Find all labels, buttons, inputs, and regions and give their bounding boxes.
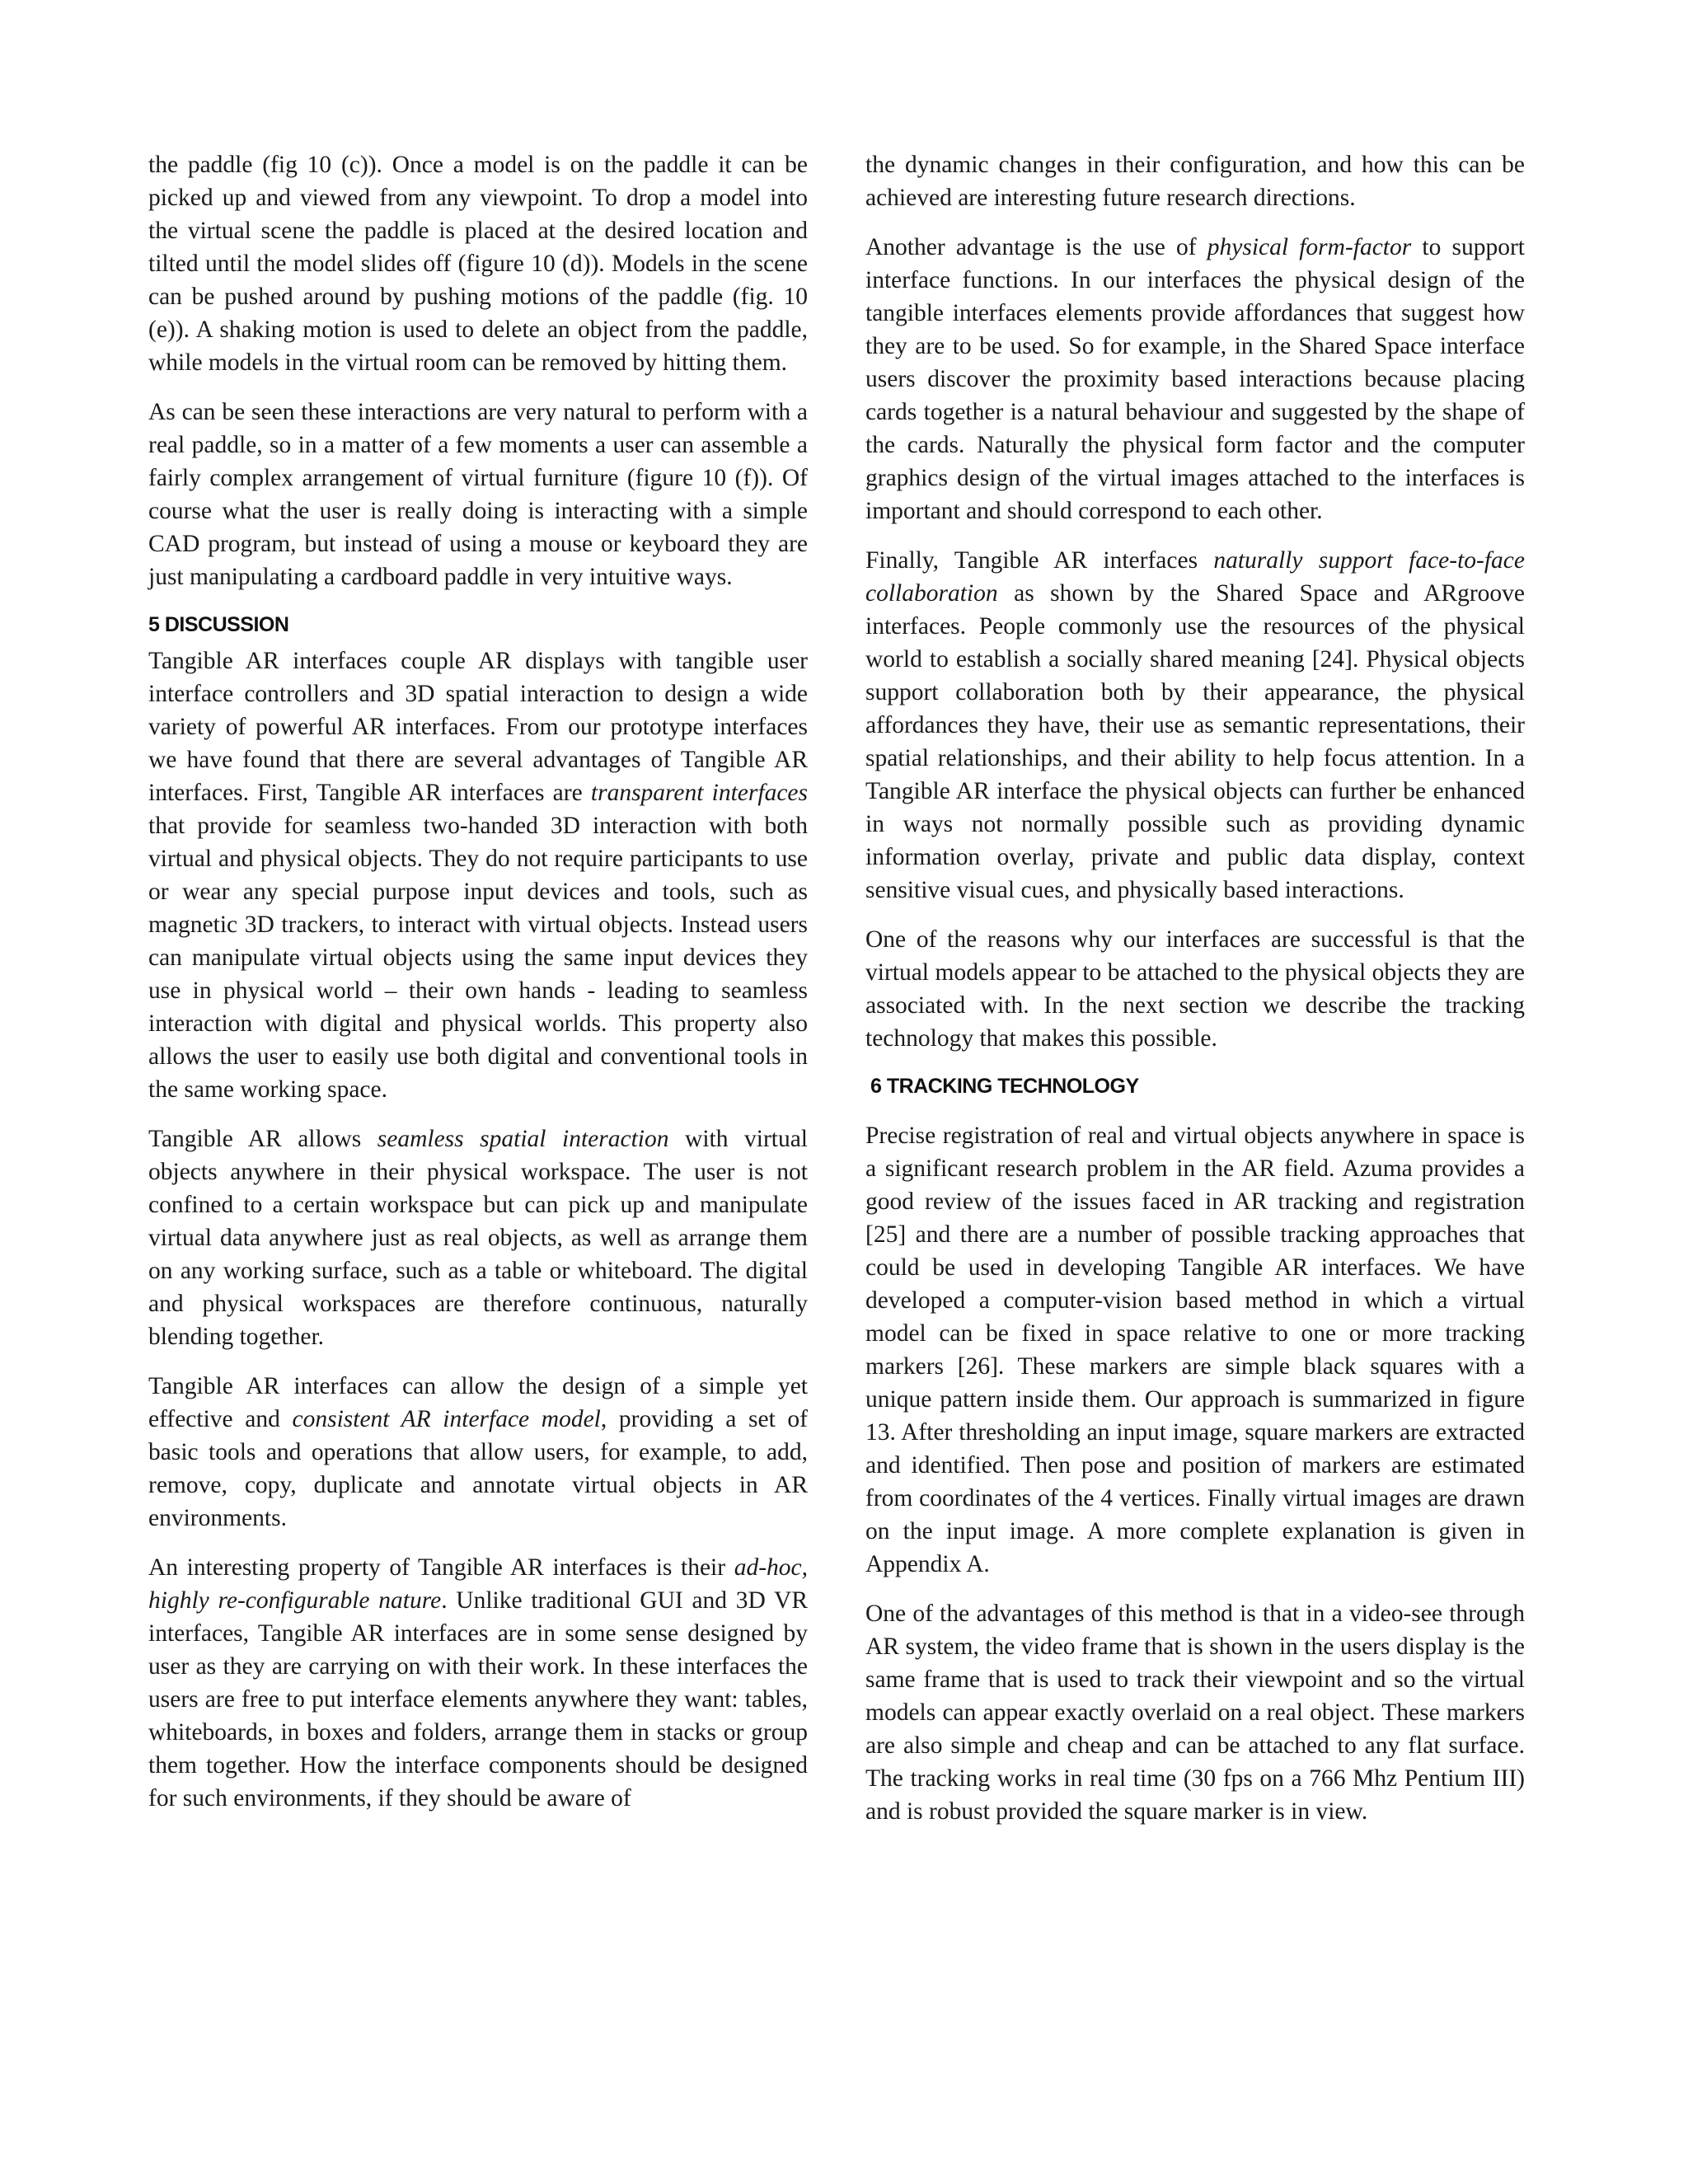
emphasis: transparent interfaces (590, 780, 808, 806)
paragraph: Tangible AR interfaces couple AR displays with tangible user interface controllers and 3D spatial interaction to design a wide variety of powerful AR interfaces. From our prototype interfaces we have found that there are several advantages of Tangible AR interfaces. First, Tangible AR interfaces are transparent interfaces that provide for seamless two-handed 3D interaction with both virtual and physical objects. They do not require participants to use or wear any special purpose input devices and tools, such as magnetic 3D trackers, to interact with virtual objects. Instead users can manipulate virtual objects using the same input devices they use in physical world – their own hands - leading to seamless interaction with digital and physical worlds. This property also allows the user to easily use both digital and conventional tools in the same working space. (148, 648, 808, 1103)
paragraph: the dynamic changes in their configuration, and how this can be achieved are interesting future research directions. (865, 152, 1525, 211)
emphasis: ad-hoc, highly re-configurable nature (148, 1554, 808, 1614)
paragraph: the paddle (fig 10 (c)). Once a model is on the paddle it can be picked up and viewed from any viewpoint. To drop a model into the virtual scene the paddle is placed at the desired location and tilted until the model slides off (figure 10 (d)). Models in the scene can be pushed around by pushing motions of the paddle (fig. 10 (e)). A shaking motion is used to delete an object from the paddle, while models in the virtual room can be removed by hitting them. (148, 152, 808, 376)
paragraph: An interesting property of Tangible AR interfaces is their ad-hoc, highly re-configurable nature. Unlike traditional GUI and 3D VR interfaces, Tangible AR interfaces are in some sense designed by user as they are carrying on with their work. In these interfaces the users are free to put interface elements anywhere they want: tables, whiteboards, in boxes and folders, arrange them in stacks or group them together. How the interface components should be designed for such environments, if they should be aware of (148, 1554, 809, 1811)
emphasis: seamless spatial interaction (377, 1126, 669, 1152)
emphasis: naturally support face-to-face collaboration (865, 547, 1525, 607)
section-heading-discussion: 5 DISCUSSION (148, 613, 289, 636)
right-column (865, 148, 1525, 1844)
emphasis: physical form-factor (1207, 234, 1412, 260)
paragraph: Precise registration of real and virtual objects anywhere in space is a significant research problem in the AR field. Azuma provides a good review of the issues faced in AR tracking and registration [25] and there are a number of possible tracking approaches that could be used in developing Tangible AR interfaces. We have developed a computer-vision based method in which a virtual model can be fixed in space relative to one or more tracking markers [26]. These markers are simple black squares with a unique pattern inside them. Our approach is summarized in figure 13. After thresholding an input image, square markers are extracted and identified. Then pose and position of markers are estimated from coordinates of the 4 vertices. Finally virtual images are drawn on the input image. A more complete explanation is given in Appendix A. (865, 1122, 1525, 1577)
left-column (148, 148, 808, 1831)
emphasis: consistent AR interface model (292, 1406, 601, 1432)
section-heading-tracking: 6 TRACKING TECHNOLOGY (870, 1075, 1139, 1098)
paragraph: One of the advantages of this method is that in a video-see through AR system, the video frame that is shown in the users display is the same frame that is used to track their viewpoint and so the virtual models can appear exactly overlaid on a real object. These markers are also simple and cheap and can be attached to any flat surface. The tracking works in real time (30 fps on a 766 Mhz Pentium III) and is robust provided the square marker is in view. (865, 1601, 1525, 1825)
paragraph: As can be seen these interactions are very natural to perform with a real paddle, so in a matter of a few moments a user can assemble a fairly complex arrangement of virtual furniture (figure 10 (f)). Of course what the user is really doing is interacting with a simple CAD program, but instead of using a mouse or keyboard they are just manipulating a cardboard paddle in very intuitive ways. (148, 399, 808, 590)
paragraph: Another advantage is the use of physical form-factor to support interface functions. In our interfaces the physical design of the tangible interfaces elements provide affordances that suggest how they are to be used. So for example, in the Shared Space interface users discover the proximity based interactions because placing cards together is a natural behaviour and suggested by the shape of the cards. Naturally the physical form factor and the computer graphics design of the virtual images attached to the interfaces is important and should correspond to each other. (865, 234, 1525, 524)
paragraph: Finally, Tangible AR interfaces naturally support face-to-face collaboration as shown by the Shared Space and ARgroove interfaces. People commonly use the resources of the physical world to establish a socially shared meaning [24]. Physical objects support collaboration both by their appearance, the physical affordances they have, their use as semantic representations, their spatial relationships, and their ability to help focus attention. In a Tangible AR interface the physical objects can further be enhanced in ways not normally possible such as providing dynamic information overlay, private and public data display, context sensitive visual cues, and physically based interactions. (865, 547, 1525, 903)
paragraph: Tangible AR allows seamless spatial interaction with virtual objects anywhere in their physical workspace. The user is not confined to a certain workspace but can pick up and manipulate virtual data anywhere just as real objects, as well as arrange them on any working surface, such as a table or whiteboard. The digital and physical workspaces are therefore continuous, naturally blending together. (148, 1126, 808, 1350)
paragraph: One of the reasons why our interfaces are successful is that the virtual models appear to be attached to the physical objects they are associated with. In the next section we describe the tracking technology that makes this possible. (865, 926, 1525, 1052)
paragraph: Tangible AR interfaces can allow the design of a simple yet effective and consistent AR interface model, providing a set of basic tools and operations that allow users, for example, to add, remove, copy, duplicate and annotate virtual objects in AR environments. (148, 1373, 808, 1531)
